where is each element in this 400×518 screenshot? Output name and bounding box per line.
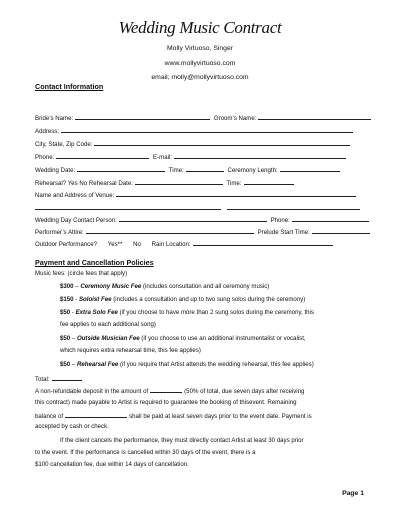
page-number: Page 1 (342, 490, 364, 497)
fees-intro: Music fees: (circle fees that apply) (35, 270, 128, 277)
phone-field[interactable] (56, 152, 149, 159)
email-label: E-mail: (153, 154, 172, 161)
cancel-line-2: to the event. If the performance is cancelled within 30 days of the event, there is a (35, 449, 256, 456)
total-row (35, 374, 84, 384)
city-row (35, 139, 352, 149)
fee-extra-solo-dash: - (70, 309, 76, 316)
venue-row (35, 190, 358, 200)
fee-extra-solo-desc-2: fee applies to each additional song) (60, 321, 156, 328)
fee-soloist-dash: - (73, 296, 79, 303)
time-field[interactable] (186, 165, 224, 172)
fee-extra-solo-price: $50 (60, 309, 71, 316)
city-label: City, State, Zip Code: (35, 141, 93, 148)
rain-location-label: Rain Location: (151, 241, 191, 248)
address-label: Address: (35, 128, 60, 135)
rehearsal-time-label: Time: (226, 180, 242, 187)
email-field[interactable] (174, 152, 346, 159)
day-contact-row (35, 215, 371, 225)
contact-heading: Contact Information (35, 82, 104, 91)
wedding-date-label: Wedding Date: (35, 167, 76, 174)
performer-email[interactable]: email; molly@mollyvirtuoso.com (151, 74, 249, 81)
deposit-line-2: this contract) made payable to Artist is required to guarantee the booking of thisevent. Remaining (35, 399, 297, 406)
day-phone-field[interactable] (292, 215, 369, 222)
brides-name-field[interactable] (75, 113, 210, 120)
fee-outside-name: Outside Musician Fee (76, 335, 140, 342)
outdoor-yes-option[interactable]: Yes** (107, 241, 123, 248)
address-field[interactable] (61, 126, 353, 133)
balance-text-a: balance of (35, 413, 64, 420)
fee-outside-musician[interactable] (60, 335, 306, 343)
fee-rehearsal-price: $50 (60, 361, 71, 368)
venue-field-2[interactable] (35, 203, 221, 210)
venue-row-2 (35, 203, 362, 213)
fee-outside-dash: – (70, 335, 77, 342)
fee-extra-solo-desc: (if you choose to have more than 2 sung solos during the ceremony, this (117, 309, 314, 316)
outdoor-label: Outdoor Performance? (35, 241, 97, 248)
time-label: Time: (168, 167, 184, 174)
attire-row (35, 227, 372, 237)
prelude-field[interactable] (312, 227, 370, 234)
deposit-text-b: (50% of total, due seven days after receiving (184, 388, 305, 395)
performer-name: Molly Virtuoso, Singer (167, 45, 233, 52)
brides-name-row (35, 113, 373, 123)
phone-row (35, 152, 348, 162)
contract-title: Wedding Music Contract (118, 18, 282, 37)
fee-soloist-price: $150 (60, 296, 74, 303)
venue-field-3[interactable] (227, 203, 360, 210)
balance-field[interactable] (65, 411, 127, 418)
rehearsal-time-field[interactable] (244, 178, 294, 185)
fee-outside-desc-2: which requires extra rehearsal time, this fee applies) (60, 347, 201, 354)
fee-ceremony-dash: – (73, 283, 81, 290)
venue-field-1[interactable] (116, 190, 356, 197)
balance-row (35, 411, 312, 421)
wedding-date-field[interactable] (77, 165, 165, 172)
fee-rehearsal-desc: (if you require that Artist attends the wedding rehearsal, this fee applies) (118, 361, 314, 368)
fee-rehearsal-name: Rehearsal Fee (76, 361, 119, 368)
cancel-line-1: If the client cancels the performance, they must directly contact Artist at least 30 days prior (60, 437, 304, 444)
payment-heading: Payment and Cancellation Policies (35, 258, 154, 267)
ceremony-length-label: Ceremony Length: (227, 167, 278, 174)
fee-outside-price: $50 (60, 335, 71, 342)
rain-location-field[interactable] (193, 239, 333, 246)
wedding-date-row (35, 165, 342, 175)
performer-website[interactable]: www.mollyvirtuoso.com (164, 60, 236, 67)
fee-soloist-desc: (includes a consultation and up to two sung solos during the ceremony) (111, 296, 306, 303)
fee-rehearsal[interactable] (60, 361, 314, 369)
total-field[interactable] (52, 374, 82, 381)
fee-outside-desc: (if you choose to use an additional instrumentalist or vocalist, (139, 335, 306, 342)
attire-field[interactable] (86, 227, 254, 234)
deposit-row (35, 386, 304, 396)
fee-ceremony[interactable] (60, 283, 269, 291)
brides-name-label: Bride’s Name: (35, 115, 74, 122)
grooms-name-label: Groom’s Name: (213, 115, 257, 122)
venue-label: Name and Address of Venue: (35, 192, 115, 199)
day-contact-label: Wedding Day Contact Person: (35, 217, 117, 224)
cancel-line-3: $100 cancellation fee, due within 14 days of cancellation. (35, 461, 189, 468)
fee-extra-solo-name: Extra Solo Fee (75, 309, 118, 316)
day-contact-field[interactable] (119, 215, 267, 222)
fee-soloist[interactable] (60, 296, 305, 304)
balance-line-2: accepted by cash or check. (35, 423, 109, 430)
ceremony-length-field[interactable] (280, 165, 340, 172)
fee-ceremony-desc: (includes consultation and all ceremony music) (141, 283, 270, 290)
rehearsal-label: Rehearsal? Yes No Rehearsal Date: (35, 180, 133, 187)
prelude-label: Prelude Start Time: (257, 229, 310, 236)
grooms-name-field[interactable] (258, 113, 371, 120)
fee-soloist-name: Soloist Fee (78, 296, 112, 303)
phone-label: Phone: (35, 154, 55, 161)
deposit-text-a: A non-refundable deposit in the amount of (35, 388, 149, 395)
rehearsal-date-field[interactable] (135, 178, 223, 185)
attire-label: Performer’s Attire: (35, 229, 84, 236)
outdoor-row (35, 239, 335, 249)
city-field[interactable] (94, 139, 350, 146)
deposit-field[interactable] (150, 386, 182, 393)
fee-rehearsal-dash: – (70, 361, 77, 368)
fee-extra-solo[interactable] (60, 309, 314, 317)
fee-ceremony-name: Ceremony Music Fee (80, 283, 142, 290)
total-label: Total: (35, 376, 50, 383)
fee-ceremony-price: $300 (60, 283, 74, 290)
rehearsal-row (35, 178, 296, 188)
day-phone-label: Phone: (270, 217, 290, 224)
balance-text-b: shall be paid at least seven days prior to the event date. Payment is (129, 413, 312, 420)
address-row (35, 126, 355, 136)
outdoor-no-option[interactable]: No (133, 241, 141, 248)
